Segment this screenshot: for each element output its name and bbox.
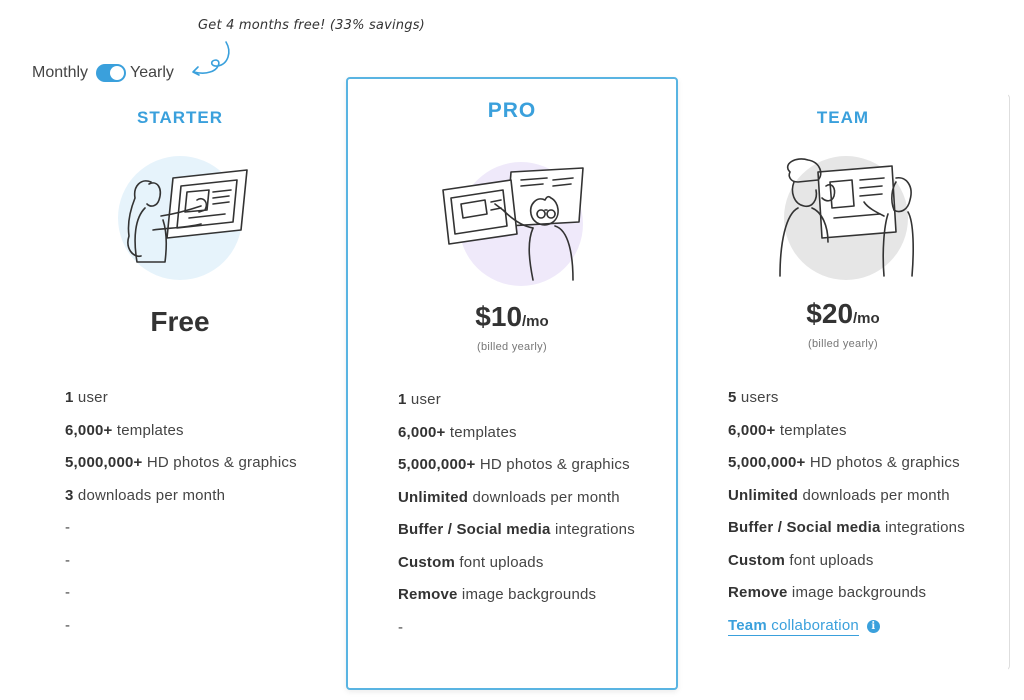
billing-note: (billed yearly) <box>477 341 547 353</box>
feature-item <box>728 519 965 552</box>
feature-bold: 5,000,000+ <box>398 456 476 473</box>
feature-text: - <box>65 584 71 601</box>
plan-price <box>14 306 346 338</box>
feature-text: - <box>65 551 71 569</box>
feature-item <box>398 489 635 522</box>
toggle-knob <box>110 66 124 80</box>
billing-toggle-group <box>32 60 174 86</box>
feature-item <box>728 487 965 520</box>
feature-text: - <box>398 618 404 636</box>
feature-list <box>65 389 297 649</box>
feature-item <box>65 519 297 552</box>
feature-text: templates <box>445 423 517 441</box>
feature-list <box>398 391 635 651</box>
man-at-screens-illustration <box>437 156 587 286</box>
feature-text: - <box>65 519 71 536</box>
feature-text: templates <box>775 421 847 439</box>
feature-text: image backgrounds <box>457 586 597 603</box>
price-amount: $20 <box>806 298 854 329</box>
feature-text: users <box>736 389 779 406</box>
feature-bold: 6,000+ <box>65 421 113 439</box>
feature-text: user <box>73 389 108 406</box>
feature-text: font uploads <box>785 551 874 569</box>
feature-bold: Remove <box>728 584 788 601</box>
woman-at-screen-illustration <box>105 152 255 282</box>
feature-item <box>65 389 297 422</box>
feature-bold: Buffer / Social media <box>398 521 551 538</box>
plan-card-pro[interactable] <box>346 77 678 690</box>
feature-item <box>398 586 635 619</box>
monthly-option[interactable]: Monthly <box>32 64 89 81</box>
feature-bold: 1 <box>65 389 74 406</box>
feature-item <box>398 521 635 554</box>
feature-item <box>65 422 297 455</box>
feature-bold: Unlimited <box>728 486 799 504</box>
feature-item <box>65 584 297 617</box>
feature-bold: Buffer / Social media <box>728 519 881 536</box>
feature-item <box>65 617 297 650</box>
feature-bold: 5 <box>728 389 737 406</box>
billing-toggle-switch[interactable] <box>96 64 126 82</box>
feature-list <box>728 389 965 649</box>
promo-note: Get 4 months free! (33% savings) <box>198 18 425 33</box>
feature-item <box>728 422 965 455</box>
plan-title: STARTER <box>136 108 223 127</box>
feature-item <box>728 584 965 617</box>
feature-text: integrations <box>880 519 965 536</box>
feature-bold: 5,000,000+ <box>728 454 806 471</box>
price-amount: $10 <box>475 301 523 332</box>
billing-note: (billed yearly) <box>808 338 878 350</box>
feature-item-team-collaboration <box>728 617 965 650</box>
feature-bold: Custom <box>728 551 786 569</box>
feature-item <box>398 424 635 457</box>
team-at-screen-illustration <box>768 152 918 282</box>
plan-price <box>678 298 1008 330</box>
price-amount: Free <box>150 306 210 337</box>
feature-text: HD photos & graphics <box>475 456 630 473</box>
feature-text: downloads per month <box>73 486 226 504</box>
feature-bold: Team <box>728 616 767 634</box>
feature-bold: 1 <box>398 391 407 408</box>
feature-bold: Custom <box>398 553 456 571</box>
feature-item <box>398 554 635 587</box>
feature-item <box>728 389 965 422</box>
feature-item <box>728 454 965 487</box>
feature-bold: 5,000,000+ <box>65 454 143 471</box>
feature-text: downloads per month <box>468 488 620 506</box>
feature-bold: 6,000+ <box>728 421 776 439</box>
plan-card-starter <box>14 94 346 670</box>
feature-text: templates <box>112 421 184 439</box>
curly-arrow-icon <box>188 40 238 82</box>
plan-price <box>348 301 676 333</box>
feature-text: downloads per month <box>798 486 950 504</box>
plan-title: PRO <box>487 99 537 122</box>
feature-text: collaboration <box>766 616 859 634</box>
yearly-option[interactable]: Yearly <box>130 64 174 81</box>
feature-text: font uploads <box>455 553 544 571</box>
feature-item <box>728 552 965 585</box>
feature-bold: Unlimited <box>398 488 469 506</box>
feature-text: image backgrounds <box>787 584 927 601</box>
feature-item <box>65 454 297 487</box>
feature-text: user <box>406 391 441 408</box>
feature-bold: Remove <box>398 586 458 603</box>
feature-item <box>65 552 297 585</box>
plan-card-team <box>678 94 1008 670</box>
team-collaboration-link[interactable] <box>728 617 859 636</box>
feature-item <box>398 391 635 424</box>
feature-bold: 3 <box>65 486 74 504</box>
feature-text: HD photos & graphics <box>142 454 297 471</box>
feature-text: integrations <box>550 521 635 538</box>
feature-item <box>398 456 635 489</box>
feature-text: - <box>65 616 71 634</box>
price-period: /mo <box>853 310 880 327</box>
info-icon[interactable]: i <box>867 620 880 633</box>
feature-bold: 6,000+ <box>398 423 446 441</box>
feature-item <box>398 619 635 652</box>
feature-text: HD photos & graphics <box>805 454 960 471</box>
plan-title: TEAM <box>816 108 870 127</box>
price-period: /mo <box>522 313 549 330</box>
feature-item <box>65 487 297 520</box>
